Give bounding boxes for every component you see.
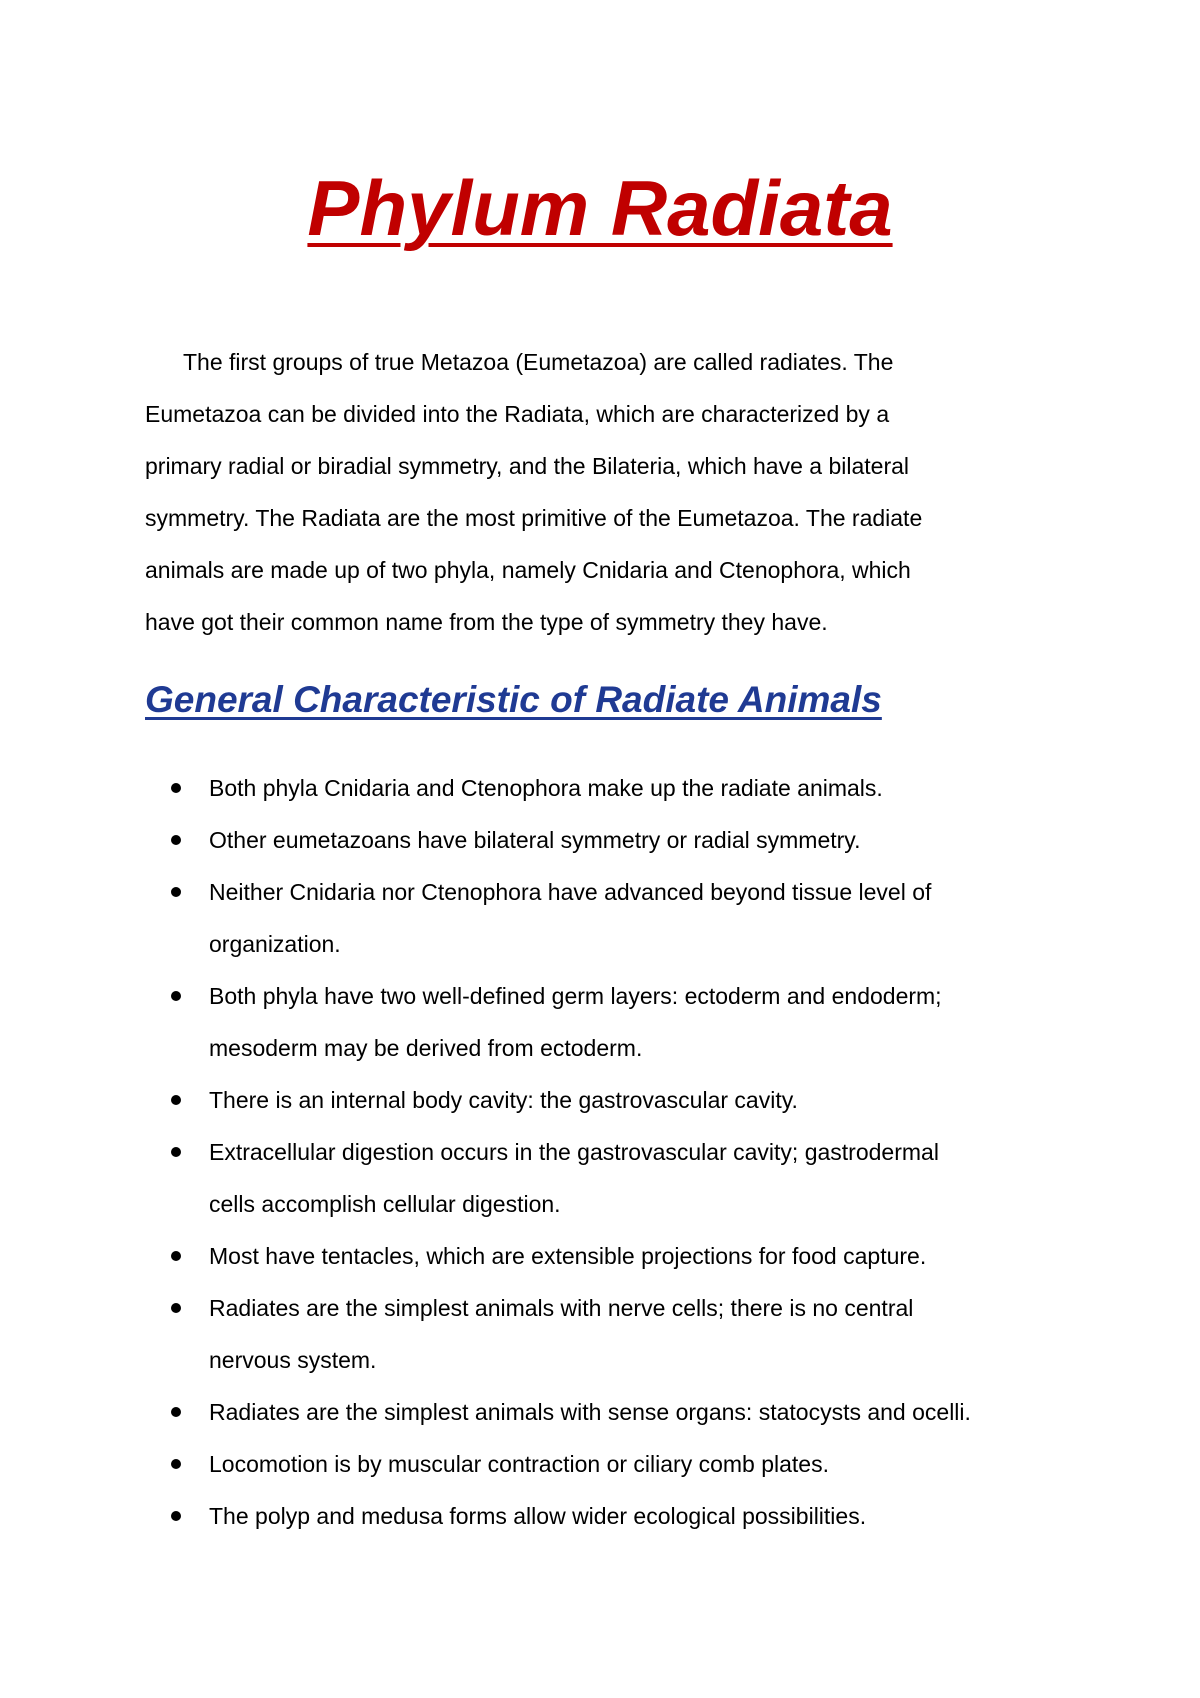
list-item-text: Extracellular digestion occurs in the gastrovascular cavity; gastrodermal (209, 1139, 939, 1165)
intro-line: symmetry. The Radiata are the most primitive of the Eumetazoa. The radiate (145, 505, 923, 531)
intro-line: Eumetazoa can be divided into the Radiata, which are characterized by a (145, 401, 890, 427)
list-item (145, 1230, 1105, 1282)
list-item-text: Radiates are the simplest animals with sense organs: statocysts and ocelli. (209, 1399, 971, 1425)
bullet-icon (171, 783, 181, 793)
page-title: Phylum Radiata (307, 164, 893, 252)
bullet-icon (171, 1251, 181, 1261)
list-item-text: Neither Cnidaria nor Ctenophora have advanced beyond tissue level of (209, 879, 932, 905)
bullet-icon (171, 1095, 181, 1105)
list-item (145, 1490, 1105, 1542)
list-item-text: Radiates are the simplest animals with nerve cells; there is no central (209, 1295, 914, 1321)
bullet-icon (171, 1459, 181, 1469)
list-item-text: Other eumetazoans have bilateral symmetry or radial symmetry. (209, 827, 861, 853)
intro-line: animals are made up of two phyla, namely Cnidaria and Ctenophora, which (145, 557, 911, 583)
intro-paragraph (145, 336, 1045, 648)
bullet-icon (171, 835, 181, 845)
intro-line: have got their common name from the type of symmetry they have. (145, 609, 828, 635)
list-item-text: Both phyla have two well-defined germ layers: ectoderm and endoderm; (209, 983, 942, 1009)
bullet-icon (171, 1407, 181, 1417)
characteristics-list (145, 762, 1105, 1542)
list-item (145, 866, 1105, 970)
bullet-icon (171, 1147, 181, 1157)
list-item-text: Both phyla Cnidaria and Ctenophora make up the radiate animals. (209, 775, 883, 801)
list-item-text: cells accomplish cellular digestion. (209, 1191, 561, 1217)
section-heading: General Characteristic of Radiate Animals (145, 679, 882, 720)
list-item (145, 1438, 1105, 1490)
bullet-icon (171, 887, 181, 897)
list-item-text: nervous system. (209, 1347, 377, 1373)
list-item-text: Most have tentacles, which are extensible projections for food capture. (209, 1243, 927, 1269)
list-item (145, 1074, 1105, 1126)
list-item-text: There is an internal body cavity: the gastrovascular cavity. (209, 1087, 798, 1113)
list-item (145, 970, 1105, 1074)
list-item (145, 814, 1105, 866)
list-item (145, 1126, 1105, 1230)
intro-line: The first groups of true Metazoa (Eumetazoa) are called radiates. The (183, 349, 894, 375)
list-item (145, 1282, 1105, 1386)
intro-line: primary radial or biradial symmetry, and the Bilateria, which have a bilateral (145, 453, 910, 479)
list-item-text: organization. (209, 931, 341, 957)
bullet-icon (171, 1303, 181, 1313)
list-item (145, 1386, 1105, 1438)
list-item (145, 762, 1105, 814)
bullet-icon (171, 1511, 181, 1521)
list-item-text: Locomotion is by muscular contraction or ciliary comb plates. (209, 1451, 829, 1477)
bullet-icon (171, 991, 181, 1001)
list-item-text: mesoderm may be derived from ectoderm. (209, 1035, 643, 1061)
list-item-text: The polyp and medusa forms allow wider ecological possibilities. (209, 1503, 867, 1529)
